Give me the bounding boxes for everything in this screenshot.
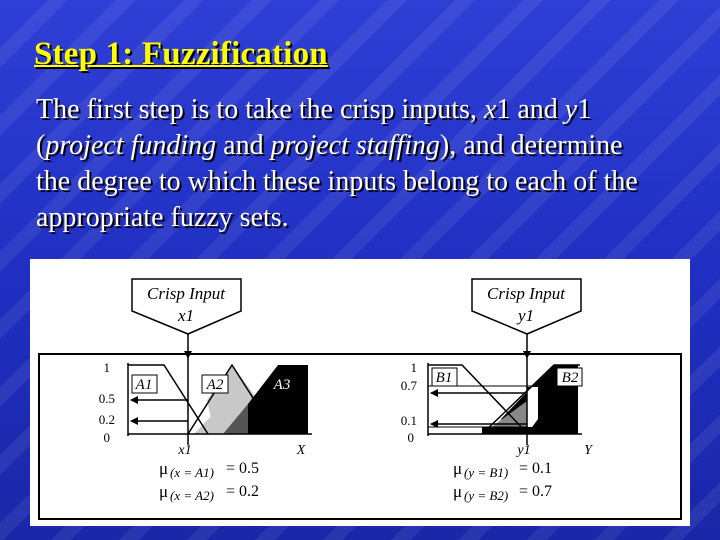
right-eq1-sub: (y = B1)	[464, 465, 509, 480]
left-x-tick: x1	[178, 443, 192, 458]
left-diagram	[99, 279, 312, 503]
left-y-tick-0: 0	[103, 430, 110, 445]
left-equations	[159, 459, 259, 503]
body-line-1-text: The first step is to take the crisp inputs,	[36, 94, 484, 125]
right-axis-label: Y	[584, 443, 592, 458]
right-eq2-sub: (y = B2)	[464, 488, 509, 503]
right-y-tick-07: 0.7	[400, 378, 417, 393]
right-equations	[453, 459, 552, 503]
x-variable: x	[483, 94, 497, 125]
b2-label: B2	[561, 370, 579, 386]
left-y-tick-02: 0.2	[98, 412, 115, 427]
left-eq2-sub: (x = A2)	[170, 488, 214, 503]
left-y-tick-1: 1	[103, 360, 110, 375]
left-eq1-mu: μ	[159, 459, 169, 478]
a3-shape	[248, 365, 308, 434]
a3-label: A3	[273, 377, 291, 393]
b-baseline-band	[482, 427, 578, 434]
fuzzification-diagram	[30, 259, 690, 526]
left-y-ticks	[99, 360, 115, 445]
right-y-ticks	[401, 360, 418, 445]
left-eq1-sub: (x = A1)	[170, 465, 214, 480]
body-line-2	[36, 128, 696, 164]
y-number: 1	[577, 94, 592, 125]
left-eq1-val: = 0.5	[226, 460, 260, 477]
term-project-funding: project funding	[45, 130, 217, 161]
body-line-2-close: ), and determine	[439, 130, 623, 161]
body-line-3: the degree to which these inputs belong to each of the	[36, 166, 638, 197]
left-y-tick-05: 0.5	[98, 391, 115, 406]
x-number: 1	[496, 94, 511, 125]
right-y-tick-1: 1	[410, 360, 417, 375]
right-y-tick-01: 0.1	[400, 413, 417, 428]
right-eq1-mu: μ	[453, 459, 463, 478]
right-y-tick-0: 0	[407, 430, 414, 445]
body-line-4: appropriate fuzzy sets.	[36, 202, 289, 233]
slide-title: Step 1: Fuzzification	[34, 36, 328, 72]
right-crisp-input-var: y1	[517, 306, 535, 325]
body-line-2-open: (	[36, 130, 46, 161]
body-line-2-and: and	[216, 130, 271, 161]
right-eq2-val: = 0.7	[519, 483, 553, 500]
right-crisp-input-label: Crisp Input	[487, 284, 565, 303]
body-line-1	[36, 92, 696, 128]
left-crisp-input-var: x1	[177, 306, 195, 325]
diagram-panel	[30, 259, 690, 526]
left-eq2-mu: μ	[159, 482, 169, 501]
slide-body	[36, 92, 696, 236]
body-line-1-and: and	[510, 94, 565, 125]
left-crisp-input-label: Crisp Input	[147, 284, 225, 303]
right-diagram	[401, 279, 594, 503]
b1-label: B1	[435, 370, 453, 386]
term-project-staffing: project staffing	[270, 130, 440, 161]
right-eq1-val: = 0.1	[519, 460, 553, 477]
left-eq2-val: = 0.2	[226, 483, 260, 500]
a1-label: A1	[135, 377, 153, 393]
left-axis-label: X	[296, 443, 306, 458]
right-x-tick: y1	[517, 443, 531, 458]
y-variable: y	[564, 94, 578, 125]
a2-label: A2	[206, 377, 224, 393]
right-eq2-mu: μ	[453, 482, 463, 501]
